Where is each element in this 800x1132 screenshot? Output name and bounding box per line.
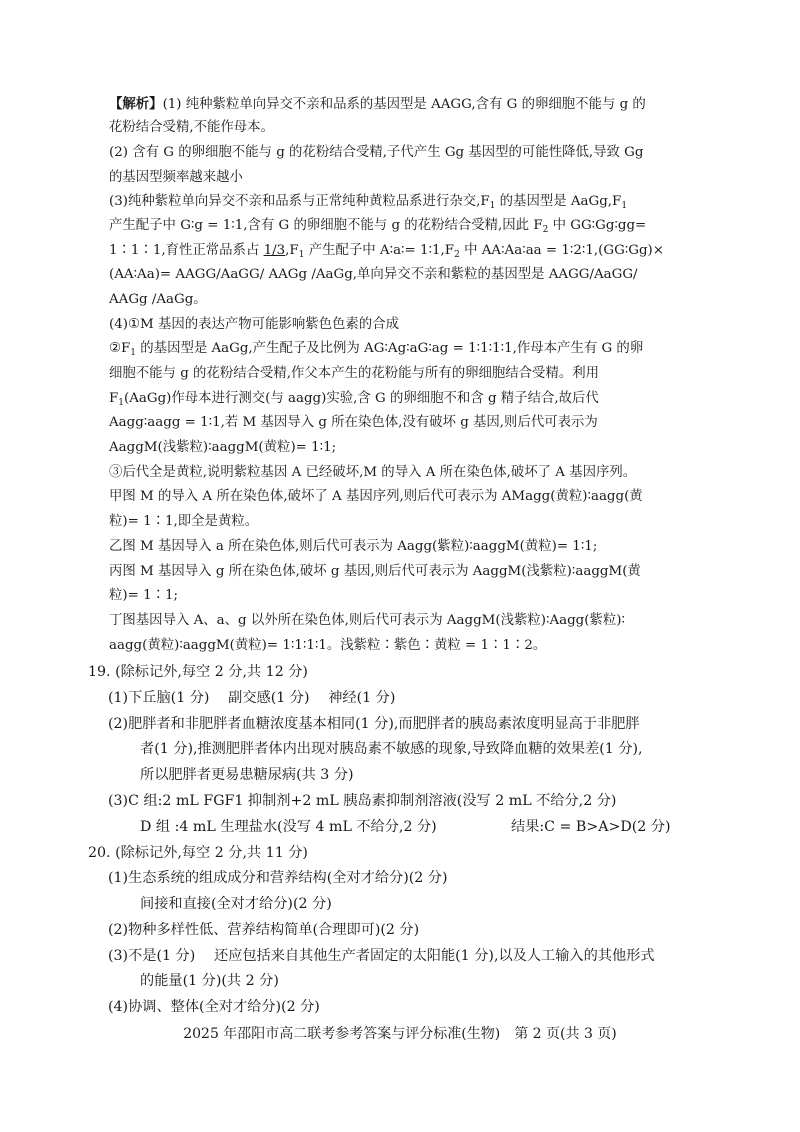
q19-answer-2a: (2)肥胖者和非肥胖者血糖浓度基本相同(1 分),而肥胖者的胰岛素浓度明显高于非肥胖 bbox=[108, 716, 640, 732]
analysis-line-23: aagg(黄粒)∶aaggM(黄粒)= 1∶1∶1∶1。浅紫粒∶紫色∶黄粒 = 1∶1∶2。 bbox=[109, 638, 547, 653]
q19-answer-1: (1)下丘脑(1 分) 副交感(1 分) 神经(1 分) bbox=[108, 690, 396, 706]
q19-answer-3a: (3)C 组:2 mL FGF1 抑制剂+2 mL 胰岛素抑制剂溶液(没写 2 mL 不给分,2 分) bbox=[108, 793, 617, 809]
analysis-line-19: 乙图 M 基因导入 a 所在染色体,则后代可表示为 Aagg(紫粒)∶aaggM(黄粒)= 1∶1; bbox=[109, 539, 598, 554]
q19-answer-2b: 者(1 分),推测肥胖者体内出现对胰岛素不敏感的现象,导致降血糖的效果差(1 分), bbox=[140, 741, 643, 757]
analysis-line-8: (AA∶Aa)= AAGG/AaGG/ AAGg /AaGg,单向异交不亲和紫粒的基因型是 AAGG/AaGG/ bbox=[109, 267, 638, 282]
q19-heading: 19. (除标记外,每空 2 分,共 12 分) bbox=[88, 664, 308, 680]
analysis-line-10: (4)①M 基因的表达产物可能影响紫色色素的合成 bbox=[109, 317, 399, 332]
analysis-line-3: (2) 含有 G 的卵细胞不能与 g 的花粉结合受精,子代产生 Gg 基因型的可能性降低,导致 Gg bbox=[109, 145, 644, 160]
q19-answer-3b: D 组 :4 mL 生理盐水(没写 4 mL 不给分,2 分) bbox=[140, 819, 437, 835]
analysis-label: 【解析】 bbox=[109, 96, 163, 112]
analysis-line-17: 甲图 M 的导入 A 所在染色体,破坏了 A 基因序列,则后代可表示为 AMagg(黄粒)∶aagg(黄 bbox=[109, 489, 643, 504]
analysis-line-4: 的基因型频率越来越小 bbox=[109, 170, 243, 185]
analysis-line-20: 丙图 M 基因导入 g 所在染色体,破坏 g 基因,则后代可表示为 AaggM(浅紫粒)∶aaggM(黄 bbox=[109, 564, 641, 579]
analysis-line-14: Aagg∶aagg = 1∶1,若 M 基因导入 g 所在染色体,没有破坏 g 基因,则后代可表示为 bbox=[109, 415, 598, 430]
analysis-line-6: 产生配子中 G∶g = 1∶1,含有 G 的卵细胞不能与 g 的花粉结合受精,因此 $F_2$ 中 GG∶Gg∶gg= bbox=[109, 218, 647, 235]
analysis-line-7: 1∶1∶1,育性正常品系占 $1/3,F_1$ 产生配子中 A∶a∶= $1∶1,F_2$ 中 AA∶Aa∶aa = 1∶2∶1,(GG∶Gg)× bbox=[109, 243, 664, 260]
q20-answer-3a: (3)不是(1 分) 还应包括来自其他生产者固定的太阳能(1 分),以及人工输入的其他形式 bbox=[108, 948, 655, 964]
q20-heading: 20. (除标记外,每空 2 分,共 11 分) bbox=[88, 845, 308, 861]
analysis-line-12: 细胞不能与 g 的花粉结合受精,作父本产生的花粉能与所有的卵细胞结合受精。利用 bbox=[109, 366, 600, 381]
analysis-line-13: $F_1(AaGg)$作母本进行测交(与 aagg)实验,含 G 的卵细胞不和含 g 精子结合,故后代 bbox=[109, 391, 599, 408]
analysis-line-15: AaggM(浅紫粒)∶aaggM(黄粒)= 1∶1; bbox=[109, 440, 337, 455]
q19-answer-3c: 结果:C = B>A>D(2 分) bbox=[511, 819, 671, 835]
analysis-line-16: ③后代全是黄粒,说明紫粒基因 A 已经破坏,M 的导入 A 所在染色体,破坏了 A 基因序列。 bbox=[109, 465, 637, 480]
analysis-line-1: 【解析】(1) 纯种紫粒单向异交不亲和品系的基因型是 AAGG,含有 G 的卵细胞不能与 g 的 bbox=[109, 96, 646, 112]
q20-answer-4: (4)协调、整体(全对才给分)(2 分) bbox=[108, 999, 320, 1015]
analysis-line-5: (3)纯种紫粒单向异交不亲和品系与正常纯种黄粒品系进行杂交$,F_1$ 的基因型是 $AaGg,F_1$ bbox=[109, 194, 628, 211]
q20-answer-2: (2)物种多样性低、营养结构简单(合理即可)(2 分) bbox=[108, 922, 420, 938]
analysis-line-18: 粒)= 1∶1,即全是黄粒。 bbox=[109, 514, 259, 529]
page-footer: 2025 年邵阳市高二联考参考答案与评分标准(生物) 第 2 页(共 3 页) bbox=[183, 1026, 617, 1042]
q19-answer-2c: 所以肥胖者更易患糖尿病(共 3 分) bbox=[140, 767, 354, 783]
q20-answer-1a: (1)生态系统的组成成分和营养结构(全对才给分)(2 分) bbox=[108, 870, 448, 886]
fraction-one-third: 1/3 bbox=[263, 243, 286, 258]
analysis-line-2: 花粉结合受精,不能作母本。 bbox=[109, 120, 274, 135]
analysis-line-21: 粒)= 1∶1; bbox=[109, 588, 179, 603]
q20-answer-1b: 间接和直接(全对才给分)(2 分) bbox=[140, 896, 332, 912]
q20-answer-3b: 的能量(1 分)(共 2 分) bbox=[140, 973, 279, 989]
analysis-line-22: 丁图基因导入 A、a、g 以外所在染色体,则后代可表示为 AaggM(浅紫粒)∶Aagg(紫粒)∶ bbox=[109, 613, 625, 628]
analysis-line-9: AAGg /AaGg。 bbox=[109, 292, 207, 307]
analysis-line-11: $②F_1$ 的基因型是 AaGg,产生配子及比例为 AG∶Ag∶aG∶ag = 1∶1∶1∶1,作母本产生有 G 的卵 bbox=[109, 341, 644, 358]
